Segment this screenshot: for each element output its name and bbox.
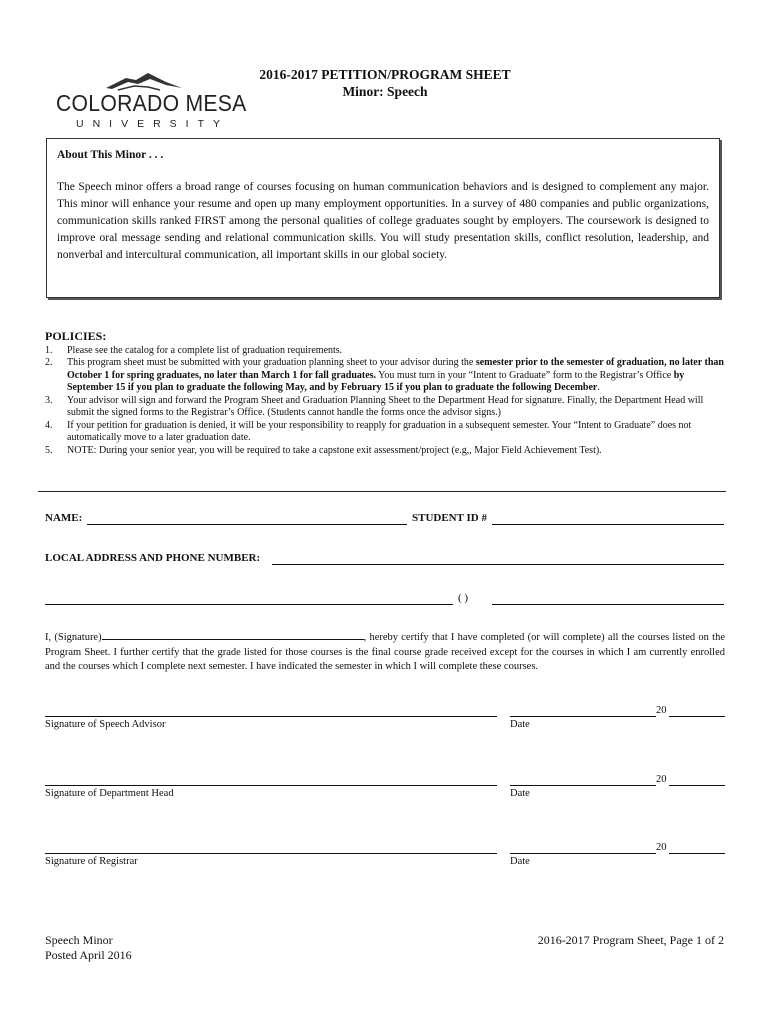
certification-body: , hereby certify that I have completed (or will complete) all the courses listed on the Program Sheet. I further certify that the grade listed for those courses is the final course grade received except for the courses in which I am currently enrolled and the courses which I complete next semester. I have indicated the semester in which I will complete these courses. xyxy=(45,632,725,672)
date-label: Date xyxy=(510,856,530,867)
about-body: The Speech minor offers a broad range of courses focusing on human communication behaviors and is designed to complement any major. This minor will enhance your resume and open up many employment opportunities. In a survey of 480 companies and public organizations, communication skills ranked FIRST among the personal qualities of college graduates sought by employers. The coursework is designed to improve oral message sending and relational communication skills. You will study presentation skills, conflict resolution, leadership, and nonverbal and intercultural communication, all important skills in our global society. xyxy=(57,181,709,261)
policy-text-part: You must turn in your “Intent to Graduate” form to the Registrar’s Office xyxy=(376,369,674,381)
title-line-1: 2016-2017 PETITION/PROGRAM SHEET xyxy=(259,67,511,82)
date-label: Date xyxy=(510,788,530,799)
name-field[interactable] xyxy=(87,524,407,525)
policy-text: NOTE: During your senior year, you will be required to take a capstone exit assessment/project (e.g,, Major Field Achievement Test). xyxy=(67,444,602,456)
page-title xyxy=(230,66,540,100)
student-id-label: STUDENT ID # xyxy=(412,512,487,524)
policy-text: Your advisor will sign and forward the Program Sheet and Graduation Planning Sheet to the Department Head for signature. Finally, the Department Head will submit the signed forms to the Registrar’s Office. (Students cannot handle the forms once the advisor signs.) xyxy=(67,394,704,418)
policy-text: If your petition for graduation is denied, it will be your responsibility to reapply for graduation in a subsequent semester. Your “Intent to Graduate” does not automatically move to a later graduation date. xyxy=(67,419,692,443)
date-label: Date xyxy=(510,719,530,730)
about-heading: About This Minor . . . xyxy=(57,149,164,161)
policy-item xyxy=(45,357,725,395)
registrar-date-field[interactable] xyxy=(510,853,656,854)
phone-area-code-paren: ( ) xyxy=(458,592,469,604)
certification-text xyxy=(45,629,725,675)
department-head-year-field[interactable] xyxy=(669,785,725,786)
footer-posted-date: Posted April 2016 xyxy=(45,948,132,962)
address-label: LOCAL ADDRESS AND PHONE NUMBER: xyxy=(45,552,261,564)
footer-page-info: 2016-2017 Program Sheet, Page 1 of 2 xyxy=(537,933,724,947)
registrar-year-field[interactable] xyxy=(669,853,725,854)
policy-item xyxy=(45,345,725,358)
address-field-line-2[interactable] xyxy=(45,604,453,605)
speech-advisor-date-field[interactable] xyxy=(510,716,656,717)
year-prefix: 20 xyxy=(656,705,667,716)
registrar-signature-label: Signature of Registrar xyxy=(45,856,138,867)
policy-item xyxy=(45,445,725,458)
student-signature-field[interactable] xyxy=(102,629,364,640)
policies-section xyxy=(45,330,725,457)
logo-name: COLORADO MESA xyxy=(56,90,247,116)
certification-prefix: I, (Signature) xyxy=(45,632,102,643)
policy-number: 5. xyxy=(45,444,53,456)
policy-number: 3. xyxy=(45,394,53,406)
policy-item xyxy=(45,395,725,420)
university-logo xyxy=(48,68,247,130)
logo-subtitle: UNIVERSITY xyxy=(76,118,230,130)
address-field[interactable] xyxy=(272,564,724,565)
about-box xyxy=(46,138,720,298)
policy-number: 1. xyxy=(45,344,53,356)
policy-text-part: . xyxy=(597,382,600,393)
policies-heading: POLICIES: xyxy=(45,329,107,343)
phone-number-field[interactable] xyxy=(492,604,724,605)
policy-text: Please see the catalog for a complete list of graduation requirements. xyxy=(67,344,343,356)
section-divider xyxy=(38,491,726,492)
policy-number: 4. xyxy=(45,419,53,431)
name-label: NAME: xyxy=(45,512,83,524)
speech-advisor-year-field[interactable] xyxy=(669,716,725,717)
policy-text xyxy=(67,357,725,395)
policy-number: 2. xyxy=(45,357,53,368)
speech-advisor-signature-field[interactable] xyxy=(45,716,497,717)
student-id-field[interactable] xyxy=(492,524,724,525)
footer-program-name: Speech Minor xyxy=(45,933,113,947)
policy-text-part: This program sheet must be submitted with your graduation planning sheet to your advisor during the xyxy=(67,357,476,368)
registrar-signature-field[interactable] xyxy=(45,853,497,854)
footer-left xyxy=(45,933,132,963)
year-prefix: 20 xyxy=(656,774,667,785)
year-prefix: 20 xyxy=(656,842,667,853)
policy-deadline-text: by September 15 if you plan to graduate the following May, and by February 15 if you plan to graduate the following December xyxy=(67,369,685,393)
policy-deadline-text: semester prior to the semester of graduation, no later than October 1 for spring graduates, no later than March 1 for fall graduates. xyxy=(67,357,724,381)
department-head-date-field[interactable] xyxy=(510,785,656,786)
title-line-2: Minor: Speech xyxy=(342,84,428,99)
department-head-signature-label: Signature of Department Head xyxy=(45,788,174,799)
speech-advisor-signature-label: Signature of Speech Advisor xyxy=(45,719,166,730)
department-head-signature-field[interactable] xyxy=(45,785,497,786)
policy-item xyxy=(45,420,725,445)
